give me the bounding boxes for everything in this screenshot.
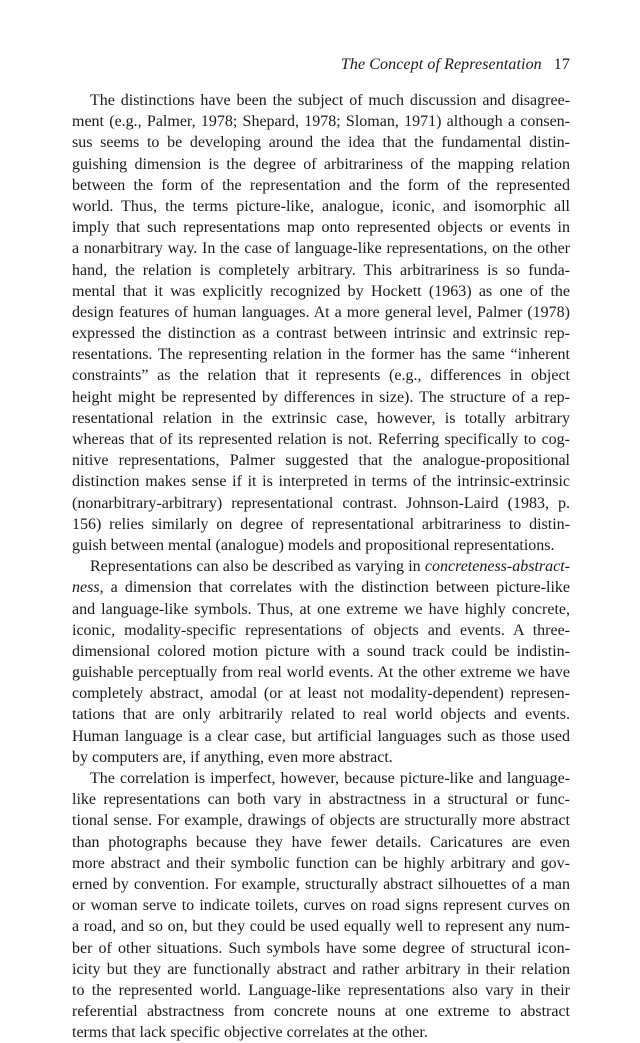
text-line [72,556,570,577]
text-line: The distinctions have been the subject of much discussion and disagree- [90,92,570,109]
text-line: dimensional colored motion picture with a sound track could be indistin- [72,642,570,660]
text-line: 156) relies similarly on degree of representational arbitrariness to distin- [72,515,570,533]
text-line: nitive representations, Palmer suggested that the analogue-propositional [72,452,570,470]
text-line: erned by convention. For example, structurally abstract silhouettes of a man [72,875,570,893]
italic-term: concreteness-abstract- [424,558,570,576]
text-line: (nonarbitrary-arbitrary) representational contrast. Johnson-Laird (1983, p. [72,494,570,512]
text-line: Human language is a clear case, but artificial languages such as those used [72,727,570,745]
text-line: resentational relation in the extrinsic case, however, is totally arbitrary [72,409,570,427]
italic-term: ness [72,579,100,597]
text-line: hand, the relation is completely arbitrary. This arbitrariness is so funda- [72,261,570,279]
text-line: constraints” as the relation that it represents (e.g., differences in object [72,367,570,385]
running-head [341,56,570,74]
text-line: imply that such representations map onto represented objects or events in [72,219,570,237]
text-line: terms that lack specific objective correlates at the other. [72,1024,428,1042]
text-line: to the represented world. Language-like representations also vary in their [72,981,570,999]
text-line: completely abstract, amodal (or at least not modality-dependent) represen- [72,685,570,703]
text-line: sus seems to be developing around the idea that the fundamental distin- [72,134,570,152]
paragraph-1 [72,90,570,556]
text-line: tional sense. For example, drawings of objects are structurally more abstract [72,812,570,830]
running-title: The Concept of Representation [340,56,542,73]
text-line: ment (e.g., Palmer, 1978; Shepard, 1978; Sloman, 1971) although a consen- [72,113,570,131]
text-line: tations that are only arbitrarily related to real world objects and events. [72,706,570,724]
text-line: resentations. The representing relation in the former has the same “inherent [72,346,570,364]
paragraph-3 [72,768,570,1043]
text-line: a road, and so on, but they could be used equally well to represent any num- [72,918,570,936]
body-text [72,90,570,1043]
text-line: or woman serve to indicate toilets, curves on road signs represent curves on [72,897,570,915]
text-line: iconic, modality-specific representations of objects and events. A three- [72,621,570,639]
text-line: height might be represented by differences in size). The structure of a rep- [72,388,570,406]
text-line: expressed the distinction as a contrast between intrinsic and extrinsic rep- [72,325,570,343]
text-line: by computers are, if anything, even more abstract. [72,748,393,766]
text-line: design features of human languages. At a more general level, Palmer (1978) [72,303,570,321]
text-line: than photographs because they have fewer details. Caricatures are even [72,833,570,851]
text-line: distinction makes sense if it is interpreted in terms of the intrinsic-extrinsic [72,473,570,491]
text-line [72,577,570,598]
text-line: ber of other situations. Such symbols have some degree of structural icon- [72,939,570,957]
text-line: mental that it was explicitly recognized by Hockett (1963) as one of the [72,282,570,300]
text-line: more abstract and their symbolic function can be highly arbitrary and gov- [72,854,570,872]
text-line: world. Thus, the terms picture-like, analogue, iconic, and isomorphic all [72,197,570,215]
text-line: guishable perceptually from real world events. At the other extreme we have [72,664,570,682]
text-line: The correlation is imperfect, however, because picture-like and language- [90,770,570,787]
text-line: guish between mental (analogue) models and propositional representations. [72,536,555,554]
text-line: and language-like symbols. Thus, at one extreme we have highly concrete, [72,600,570,618]
text-line: whereas that of its represented relation is not. Referring specifically to cog- [72,431,570,448]
text-run: , a dimension that correlates with the distinction between picture-like [99,579,570,597]
text-line: a nonarbitrary way. In the case of language-like representations, on the other [72,240,570,258]
text-line: referential abstractness from concrete nouns at one extreme to abstract [72,1003,570,1021]
text-line: like representations can both vary in abstractness in a structural or func- [72,791,570,809]
text-run: Representations can also be described as varying in [90,558,421,576]
paragraph-2 [72,556,570,768]
text-line: icity but they are functionally abstract and rather arbitrary in their relation [72,960,570,978]
text-line: between the form of the representation and the form of the represented [72,176,570,194]
text-line: guishing dimension is the degree of arbitrariness of the mapping relation [72,155,570,173]
page-number: 17 [553,56,570,73]
